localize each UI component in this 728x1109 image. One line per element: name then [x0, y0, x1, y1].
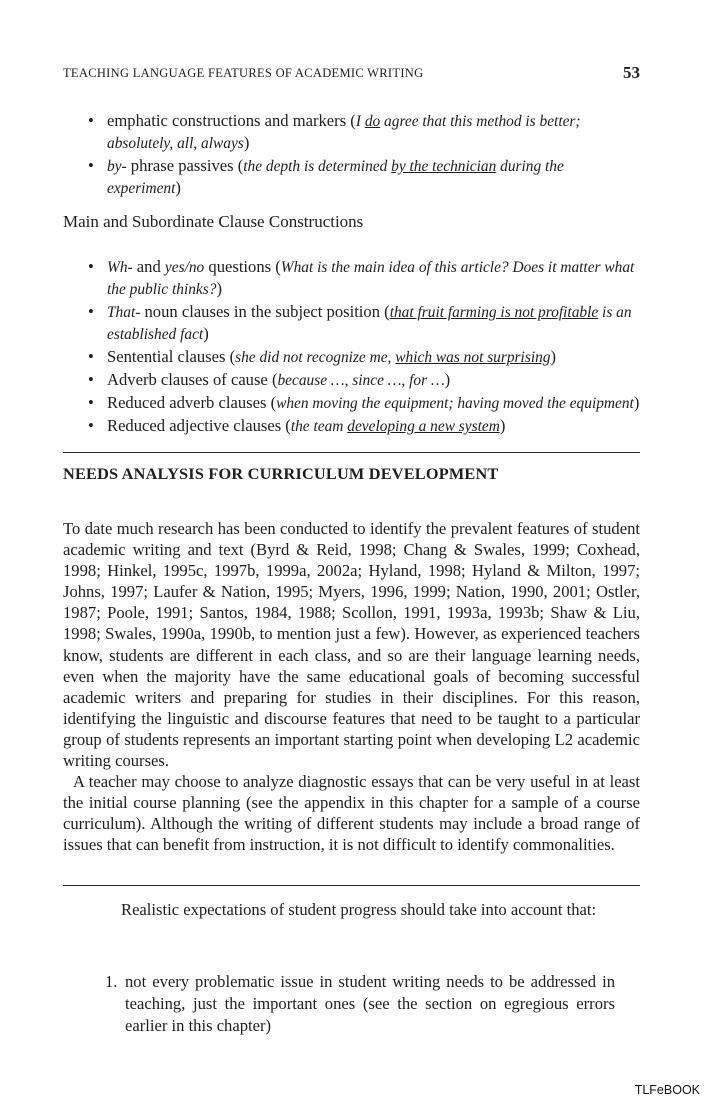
list-item: • Reduced adverb clauses (when moving the equipment; having moved the equipment)	[88, 393, 640, 412]
list-item: • Reduced adjective clauses (the team developing a new system)	[88, 416, 506, 435]
page-number: 53	[623, 63, 640, 82]
divider	[63, 452, 640, 453]
bullet-icon: •	[88, 111, 94, 130]
list-item: • That- noun clauses in the subject position (that fruit farming is not profitable is an established fact)	[88, 302, 632, 343]
divider	[63, 885, 640, 886]
list-item	[105, 971, 615, 1037]
bullet-icon: •	[88, 156, 94, 175]
bullet-icon: •	[88, 257, 94, 276]
list-number: 1.	[105, 972, 118, 991]
running-head	[63, 64, 640, 84]
section-heading: NEEDS ANALYSIS FOR CURRICULUM DEVELOPMENT	[63, 464, 499, 483]
bullet-icon: •	[88, 370, 94, 389]
body-paragraph: A teacher may choose to analyze diagnostic essays that can be very useful in at least the initial course planning (see the appendix in this chapter for a sample of a course curriculum). Although the writing of different students may include a broad range of issues that can benefit from instruction, it is not difficult to identify commonalities.	[63, 772, 640, 855]
running-title: TEACHING LANGUAGE FEATURES OF ACADEMIC WRITING	[63, 66, 424, 80]
body-paragraph: To date much research has been conducted to identify the prevalent features of student academic writing and text (Byrd & Reid, 1998; Chang & Swales, 1999; Coxhead, 1998; Hinkel, 1995c, 1997b, 1999a, 2002a; Hyland, 1998; Hyland & Milton, 1997; Johns, 1997; Laufer & Nation, 1995; Myers, 1996, 1999; Nation, 1990, 2001; Ostler, 1987; Poole, 1991; Santos, 1984, 1988; Scollon, 1991, 1993a, 1993b; Shaw & Liu, 1998; Swales, 1990a, 1990b, to mention just a few). However, as experienced teachers know, students are different in each class, and so are their language learning needs, even when the majority have the same educational goals of becoming successful academic writers and preparing for studies in their disciplines. For this reason, identifying the linguistic and discourse features that need to be taught to a particular group of students represents an important starting point when developing L2 academic writing courses.	[63, 519, 640, 771]
bullet-icon: •	[88, 416, 94, 435]
list-item: • Adverb clauses of cause (because …, since …, for …)	[88, 370, 451, 389]
callout-intro: Realistic expectations of student progress should take into account that:	[121, 900, 597, 919]
list-item: • by- phrase passives (the depth is determined by the technician during the experiment)	[88, 156, 564, 197]
bullet-list-clauses	[88, 256, 640, 438]
list-item: • emphatic constructions and markers (I do agree that this method is better; absolutely, all, always)	[88, 111, 581, 152]
bullet-icon: •	[88, 302, 94, 321]
watermark: TLFeBOOK	[634, 1083, 700, 1097]
subsection-title: Main and Subordinate Clause Constructions	[63, 212, 364, 231]
bullet-icon: •	[88, 393, 94, 412]
list-item: • Wh- and yes/no questions (What is the main idea of this article? Does it matter what the public thinks?)	[88, 257, 635, 298]
bullet-icon: •	[88, 347, 94, 366]
bullet-list-emphatics	[88, 110, 640, 200]
list-item: • Sentential clauses (she did not recognize me, which was not surprising)	[88, 347, 557, 366]
list-item-text: not every problematic issue in student writing needs to be addressed in teaching, just the important ones (see the section on egregious errors earlier in this chapter)	[125, 972, 615, 1035]
